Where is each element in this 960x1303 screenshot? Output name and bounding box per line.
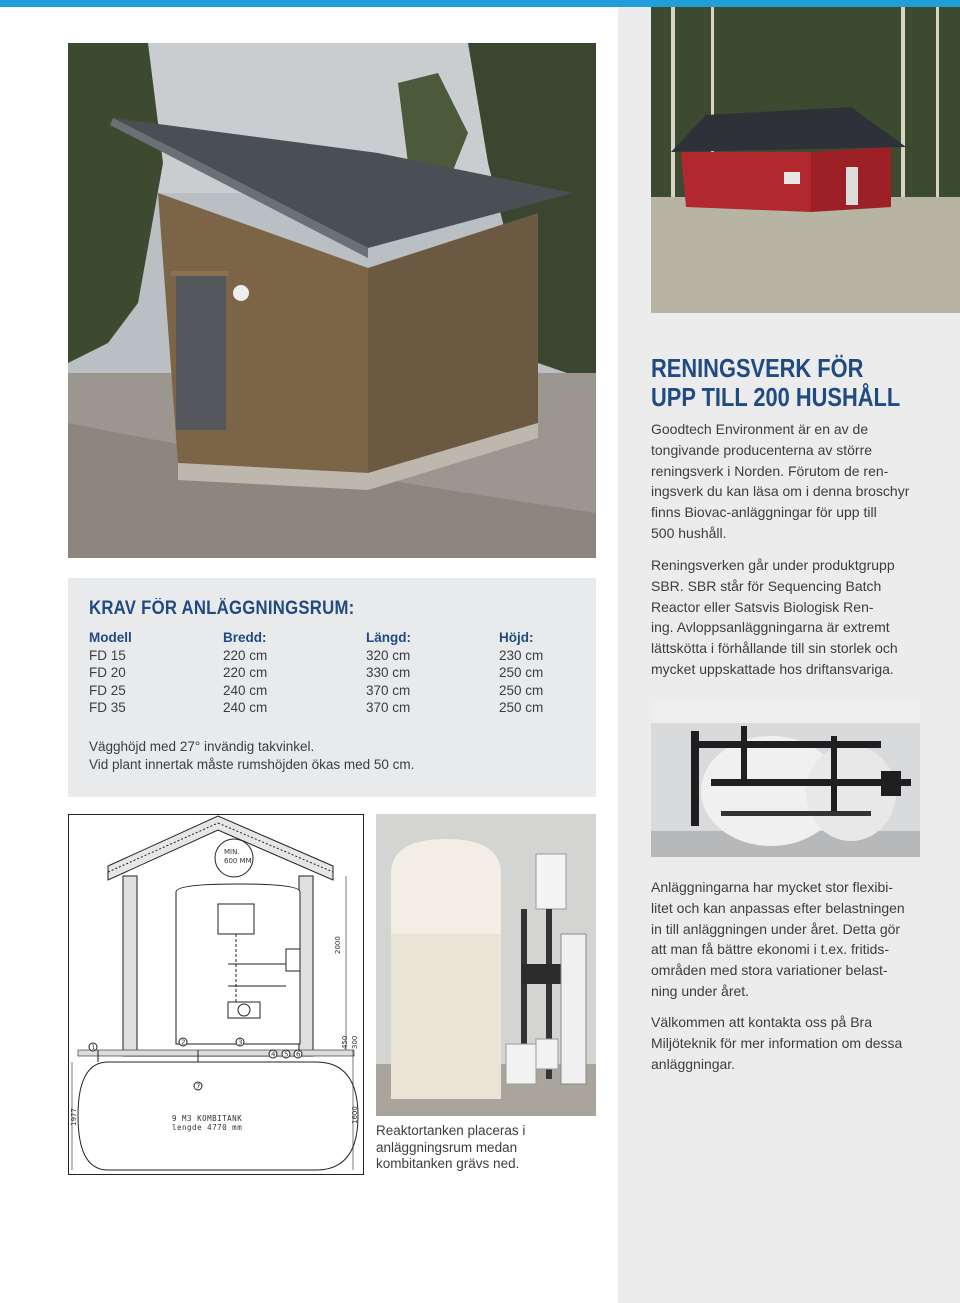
cell-model: FD 20 — [89, 665, 126, 680]
photo-wooden-shed — [68, 43, 596, 558]
dim-label: 1977 — [70, 1108, 78, 1126]
text-line: Goodtech Environment är en av de — [651, 421, 869, 437]
table-row — [89, 648, 589, 666]
page-heading — [651, 354, 903, 412]
text-line: områden med stora variationer belast- — [651, 962, 888, 979]
note-line: Vägghöjd med 27° invändig takvinkel. — [89, 739, 315, 754]
cell-model: FD 15 — [89, 647, 126, 663]
text-line: ing. Avloppsanläggningarna är extremt — [651, 619, 890, 636]
table-header-row — [89, 630, 589, 648]
cell-length: 320 cm — [366, 647, 411, 663]
caption-line: anläggningsrum medan — [376, 1139, 518, 1155]
dim-label: 2000 — [334, 936, 342, 954]
cell-width: 220 cm — [223, 665, 268, 680]
marker-label: 4 — [271, 1050, 276, 1059]
text-line: Reningsverken går under produktgrupp — [651, 557, 895, 573]
marker-label: 1 — [91, 1043, 96, 1052]
cell-height: 250 cm — [499, 700, 544, 715]
contact-paragraph — [651, 1012, 936, 1074]
cell-model: FD 35 — [89, 700, 126, 715]
text-line: Anläggningarna har mycket stor flexibi- — [651, 879, 894, 895]
text-line: att man få bättre ekonomi i t.ex. fritids- — [651, 941, 890, 958]
requirements-table — [89, 630, 589, 718]
text-line: Välkommen att kontakta oss på Bra — [651, 1014, 872, 1030]
note-line: Vid plant innertak måste rumshöjden ökas med 50 cm. — [89, 757, 415, 772]
tank-label-line: lengde 4770 mm — [172, 1123, 243, 1132]
dim-label: 300 — [351, 1035, 359, 1049]
caption-line: kombitanken grävs ned. — [376, 1156, 520, 1171]
caption-line: Reaktortanken placeras i — [376, 1123, 526, 1138]
text-line: ingsverk du kan läsa om i denna broschyr — [651, 483, 910, 500]
cell-height: 250 cm — [499, 682, 544, 698]
table-row — [89, 665, 589, 683]
min-label: 600 MM — [224, 857, 252, 865]
text-line: Reactor eller Satsvis Biologisk Ren- — [651, 598, 874, 615]
marker-label: 6 — [296, 1050, 301, 1059]
requirements-note — [89, 738, 414, 774]
technical-drawing — [68, 814, 364, 1175]
photo-reactor-tank — [376, 814, 596, 1116]
text-line: 500 hushåll. — [651, 524, 727, 541]
text-line: mycket uppskattade hos driftansvariga. — [651, 660, 894, 677]
text-line: reningsverk i Norden. Förutom de ren- — [651, 462, 889, 479]
top-accent-bar — [0, 0, 960, 7]
text-line: litet och kan anpassas efter belastningen — [651, 899, 905, 916]
cell-length: 370 cm — [366, 700, 411, 715]
marker-label: 7 — [196, 1082, 201, 1091]
sbr-paragraph — [651, 555, 936, 680]
header-height: Höjd: — [499, 630, 534, 645]
text-line: tongivande producenterna av större — [651, 441, 873, 458]
photo-caption — [376, 1123, 536, 1173]
cell-length: 370 cm — [366, 682, 411, 698]
marker-label: 2 — [181, 1038, 186, 1047]
tank-label — [172, 1114, 242, 1132]
cell-width: 220 cm — [223, 647, 268, 663]
marker-label: 3 — [238, 1038, 243, 1047]
header-length: Längd: — [366, 630, 411, 645]
cell-height: 250 cm — [499, 665, 544, 680]
requirements-panel — [68, 578, 596, 797]
heading-line: UPP TILL 200 HUSHÅLL — [651, 382, 901, 412]
header-width: Bredd: — [223, 630, 267, 645]
intro-paragraph — [651, 419, 936, 544]
text-line: finns Biovac-anläggningar för upp till — [651, 504, 877, 521]
header-model: Modell — [89, 630, 132, 645]
text-line: anläggningar. — [651, 1055, 736, 1072]
cell-width: 240 cm — [223, 682, 268, 698]
heading-line: RENINGSVERK FÖR — [651, 353, 864, 383]
requirements-title: KRAV FÖR ANLÄGGNINGSRUM: — [89, 598, 355, 619]
text-line: in till anläggningen under året. Detta gör — [651, 920, 901, 937]
dim-label: 450 — [341, 1035, 349, 1049]
photo-plant-interior — [651, 701, 920, 857]
photo-red-building — [651, 7, 960, 313]
min-label: MIN. — [224, 848, 240, 856]
cell-width: 240 cm — [223, 700, 268, 715]
marker-label: 5 — [284, 1050, 289, 1059]
table-row — [89, 683, 589, 701]
cell-model: FD 25 — [89, 682, 126, 698]
cell-height: 230 cm — [499, 647, 544, 663]
cell-length: 330 cm — [366, 665, 411, 680]
tank-label-line: 9 M3 KOMBITANK — [172, 1114, 243, 1123]
dim-label: 1600 — [351, 1106, 359, 1124]
text-line: Miljöteknik för mer information om dessa — [651, 1034, 903, 1051]
text-line: lättskötta i förhållande till sin storlek och — [651, 640, 898, 657]
flexibility-paragraph — [651, 877, 936, 1002]
text-line: SBR. SBR står för Sequencing Batch — [651, 577, 882, 594]
text-line: ning under året. — [651, 982, 750, 999]
table-row — [89, 700, 589, 718]
